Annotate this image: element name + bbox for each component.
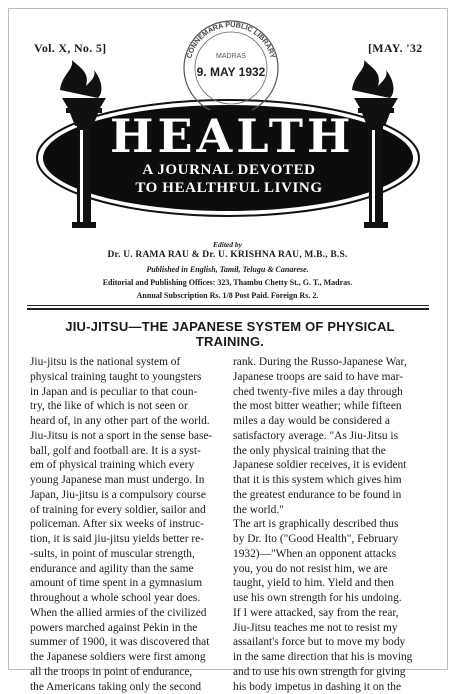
text-line: policeman. After six weeks of instruc- bbox=[30, 517, 230, 532]
text-line: the only physical training that the bbox=[233, 444, 433, 459]
text-line: that it is this system which gives him bbox=[233, 473, 433, 488]
divider-rule bbox=[27, 308, 429, 310]
text-line: the greatest endurance to be found in bbox=[233, 488, 433, 503]
text-line: When the allied armies of the civilized bbox=[30, 606, 230, 621]
text-line: the Americans taking only the second bbox=[30, 680, 230, 694]
article-column-right bbox=[233, 355, 433, 694]
stamp-date: 9. MAY 1932 bbox=[197, 65, 266, 79]
text-line: throughout a whole school year does. bbox=[30, 591, 230, 606]
text-line: Jiu-jitsu is the national system of bbox=[30, 355, 230, 370]
text-line: the world." bbox=[233, 503, 433, 518]
text-line: his body impetus in dashing it on the bbox=[233, 680, 433, 694]
text-line: and to use his own strength for giving bbox=[233, 665, 433, 680]
office-address: Editorial and Publishing Offices: 323, Thambu Chetty St., G. T., Madras. bbox=[0, 278, 455, 287]
text-line: try, the like of which is not seen or bbox=[30, 399, 230, 414]
divider-rule bbox=[27, 305, 429, 306]
text-line: rank. During the Russo-Japanese War, bbox=[233, 355, 433, 370]
text-line: the most bitter weather; while fifteen bbox=[233, 399, 433, 414]
stamp-library-name: CONNEMARA PUBLIC LIBRARY bbox=[184, 20, 278, 60]
text-line: use his own strength for his undoing. bbox=[233, 591, 433, 606]
volume-label: Vol. X, No. 5] bbox=[34, 41, 106, 56]
text-line: summer of 1900, it was discovered that bbox=[30, 635, 230, 650]
text-line: by Dr. Ito ("Good Health", February bbox=[233, 532, 433, 547]
text-line: the Japanese soldiers were first among bbox=[30, 650, 230, 665]
text-line: amount of time spent in a gymnasium bbox=[30, 576, 230, 591]
text-line: tion, it is said jiu-jitsu yields better re- bbox=[30, 532, 230, 547]
text-line: powers marched against Pekin in the bbox=[30, 621, 230, 636]
article-column-left bbox=[30, 355, 230, 694]
text-line: assailant's force but to move my body bbox=[233, 635, 433, 650]
publication-languages: Published in English, Tamil, Telugu & Canarese. bbox=[0, 265, 455, 274]
text-line: endurance and agility than the same bbox=[30, 562, 230, 577]
article-title-line1: JIU-JITSU—THE JAPANESE SYSTEM OF PHYSICAL bbox=[30, 319, 430, 334]
journal-title: HEALTH bbox=[110, 113, 345, 159]
text-line: all the troops in point of endurance, bbox=[30, 665, 230, 680]
text-line: physical training taught to youngsters bbox=[30, 370, 230, 385]
text-line: Japanese soldier receives, it is evident bbox=[233, 458, 433, 473]
article-title-line2: TRAINING. bbox=[30, 334, 430, 349]
issue-date: [MAY. '32 bbox=[368, 41, 423, 56]
text-line: in Japan and is peculiar to that coun- bbox=[30, 385, 230, 400]
text-line: of training for every soldier, sailor and bbox=[30, 503, 230, 518]
text-line: Japan, Jiu-jitsu is a compulsory course bbox=[30, 488, 230, 503]
text-line: Japanese troops are said to have mar- bbox=[233, 370, 433, 385]
text-line: Jiu-Jitsu is not a sport in the sense base- bbox=[30, 429, 230, 444]
text-line: -sults, in point of muscular strength, bbox=[30, 547, 230, 562]
text-line: em of physical training which every bbox=[30, 458, 230, 473]
subscription-price: Annual Subscription Rs. 1/8 Post Paid. Foreign Rs. 2. bbox=[0, 291, 455, 300]
text-line: taught, yield to him. Yield and then bbox=[233, 576, 433, 591]
text-line: satisfactory average. "As Jiu-Jitsu is bbox=[233, 429, 433, 444]
article-title bbox=[30, 319, 430, 349]
journal-subtitle-line1: A JOURNAL DEVOTED bbox=[100, 162, 358, 178]
text-line: The art is graphically described thus bbox=[233, 517, 433, 532]
text-line: ched twenty-five miles a day through bbox=[233, 385, 433, 400]
edited-by-label: Edited by bbox=[0, 240, 455, 249]
text-line: Jiu-Jitsu teaches me not to resist my bbox=[233, 621, 433, 636]
text-line: in the same direction that his is moving bbox=[233, 650, 433, 665]
text-line: ball, golf and football are. It is a syst- bbox=[30, 444, 230, 459]
text-line: young Japanese man must undergo. In bbox=[30, 473, 230, 488]
stamp-city: MADRAS bbox=[216, 53, 246, 60]
text-line: miles a day would be considered a bbox=[233, 414, 433, 429]
library-stamp bbox=[176, 10, 286, 110]
text-line: 1932)—"When an opponent attacks bbox=[233, 547, 433, 562]
text-line: heard of, in any other part of the world. bbox=[30, 414, 230, 429]
text-line: If I were attacked, say from the rear, bbox=[233, 606, 433, 621]
text-line: you, you do not resist him, we are bbox=[233, 562, 433, 577]
journal-subtitle-line2: TO HEALTHFUL LIVING bbox=[100, 180, 358, 196]
editors-names: Dr. U. RAMA RAU & Dr. U. KRISHNA RAU, M.B., B.S. bbox=[0, 250, 455, 260]
